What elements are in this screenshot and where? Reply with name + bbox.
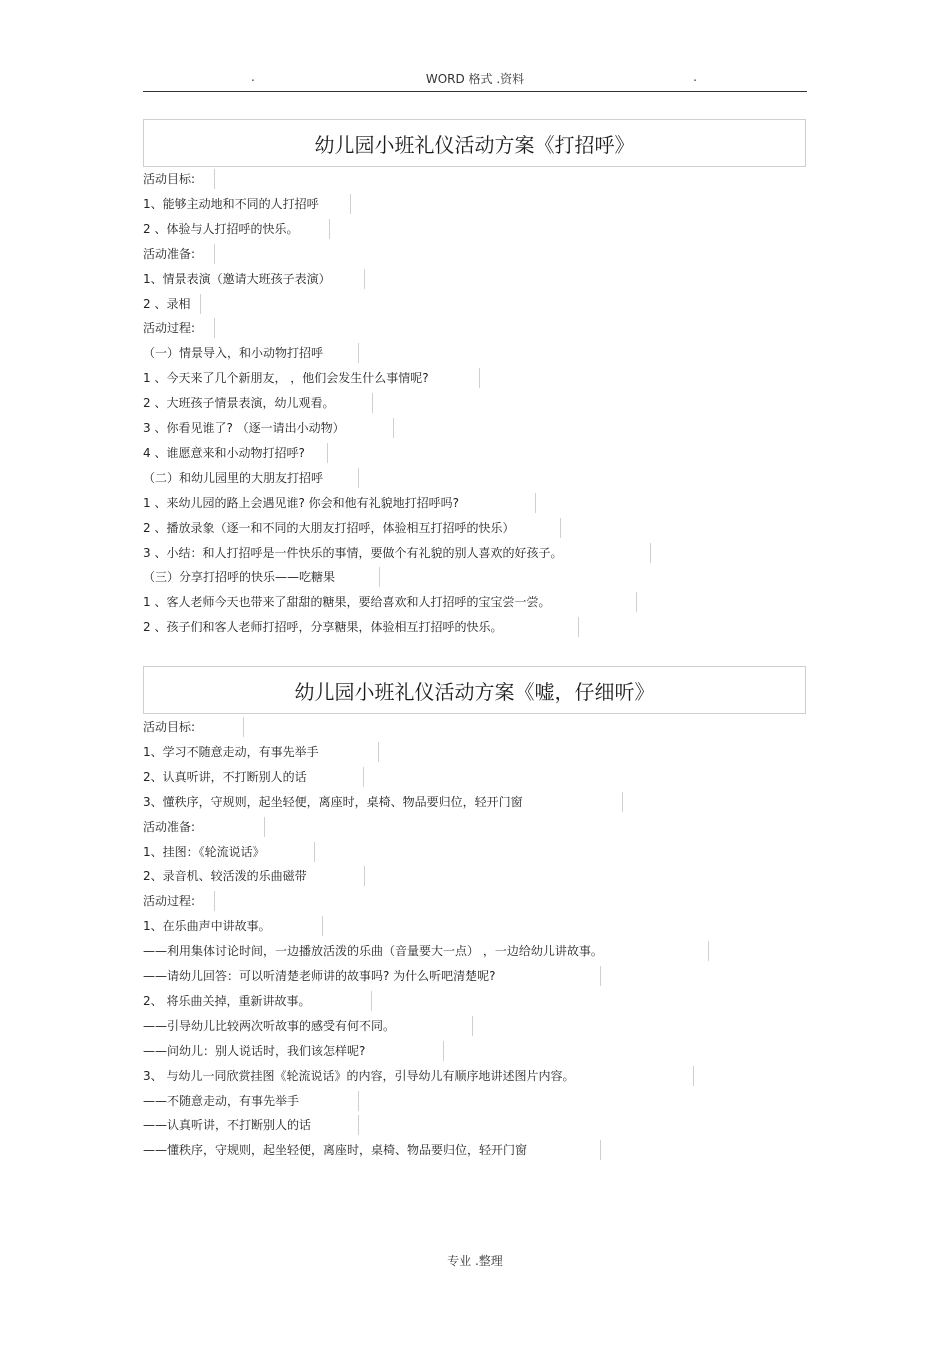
- text-line: 1 、客人老师今天也带来了甜甜的糖果，要给喜欢和人打招呼的宝宝尝一尝。: [143, 592, 637, 612]
- text-line: 1、在乐曲声中讲故事。: [143, 916, 323, 936]
- header-rule: [143, 91, 807, 92]
- text-line: ——懂秩序，守规则，起坐轻便，离座时，桌椅、物品要归位，轻开门窗: [143, 1140, 601, 1160]
- text-line: 2、认真听讲，不打断别人的话: [143, 767, 364, 787]
- text-line: 活动准备:: [143, 244, 215, 264]
- text-line: 1、学习不随意走动，有事先举手: [143, 742, 379, 762]
- text-line: ——利用集体讨论时间，一边播放活泼的乐曲（音量要大一点） ，一边给幼儿讲故事。: [143, 941, 709, 961]
- header-dot-left: .: [251, 70, 255, 84]
- text-line: 2 、孩子们和客人老师打招呼，分享糖果，体验相互打招呼的快乐。: [143, 617, 579, 637]
- text-line: 1、能够主动地和不同的人打招呼: [143, 194, 351, 214]
- page-footer: 专业 .整理: [447, 1254, 503, 1268]
- text-line: 3、 与幼儿一同欣赏挂图《轮流说话》的内容，引导幼儿有顺序地讲述图片内容。: [143, 1066, 694, 1086]
- text-line: 1 、来幼儿园的路上会遇见谁? 你会和他有礼貌地打招呼吗?: [143, 493, 536, 513]
- text-line: 3、懂秩序，守规则，起坐轻便，离座时，桌椅、物品要归位，轻开门窗: [143, 792, 623, 812]
- header-dot-right: .: [693, 70, 697, 84]
- text-line: 1、挂图：《轮流说话》: [143, 842, 315, 862]
- text-line: （一）情景导入，和小动物打招呼: [143, 343, 359, 363]
- header-title: WORD 格式 .资料: [425, 72, 525, 86]
- text-line: 活动过程:: [143, 891, 215, 911]
- text-line: 1 、今天来了几个新朋友， ，他们会发生什么事情呢?: [143, 368, 480, 388]
- text-line: 活动准备:: [143, 817, 265, 837]
- text-line: （二）和幼儿园里的大朋友打招呼: [143, 468, 359, 488]
- text-line: 4 、谁愿意来和小动物打招呼?: [143, 443, 328, 463]
- text-line: （三）分享打招呼的快乐——吃糖果: [143, 567, 380, 587]
- text-line: 活动过程:: [143, 318, 215, 338]
- text-line: 2 、录相: [143, 294, 201, 314]
- text-line: 2 、大班孩子情景表演，幼儿观看。: [143, 393, 373, 413]
- text-line: 2 、播放录象（逐一和不同的大朋友打招呼，体验相互打招呼的快乐）: [143, 518, 561, 538]
- section-title: 幼儿园小班礼仪活动方案《打招呼》: [143, 119, 806, 167]
- text-line: ——请幼儿回答：可以听清楚老师讲的故事吗? 为什么听吧清楚呢?: [143, 966, 601, 986]
- text-line: 1、情景表演（邀请大班孩子表演）: [143, 269, 365, 289]
- section-title: 幼儿园小班礼仪活动方案《嘘，仔细听》: [143, 666, 806, 714]
- text-line: 活动目标:: [143, 717, 244, 737]
- text-line: ——不随意走动，有事先举手: [143, 1091, 359, 1111]
- text-line: ——问幼儿：别人说话时，我们该怎样呢?: [143, 1041, 444, 1061]
- text-line: 2、 将乐曲关掉，重新讲故事。: [143, 991, 372, 1011]
- text-line: ——引导幼儿比较两次听故事的感受有何不同。: [143, 1016, 473, 1036]
- page-header: [143, 70, 807, 90]
- text-line: 2、录音机、较活泼的乐曲磁带: [143, 866, 365, 886]
- text-line: 活动目标:: [143, 169, 215, 189]
- text-line: ——认真听讲，不打断别人的话: [143, 1115, 359, 1135]
- text-line: 3 、小结：和人打招呼是一件快乐的事情，要做个有礼貌的别人喜欢的好孩子。: [143, 543, 651, 563]
- text-line: 3 、你看见谁了? （逐一请出小动物）: [143, 418, 394, 438]
- text-line: 2 、体验与人打招呼的快乐。: [143, 219, 330, 239]
